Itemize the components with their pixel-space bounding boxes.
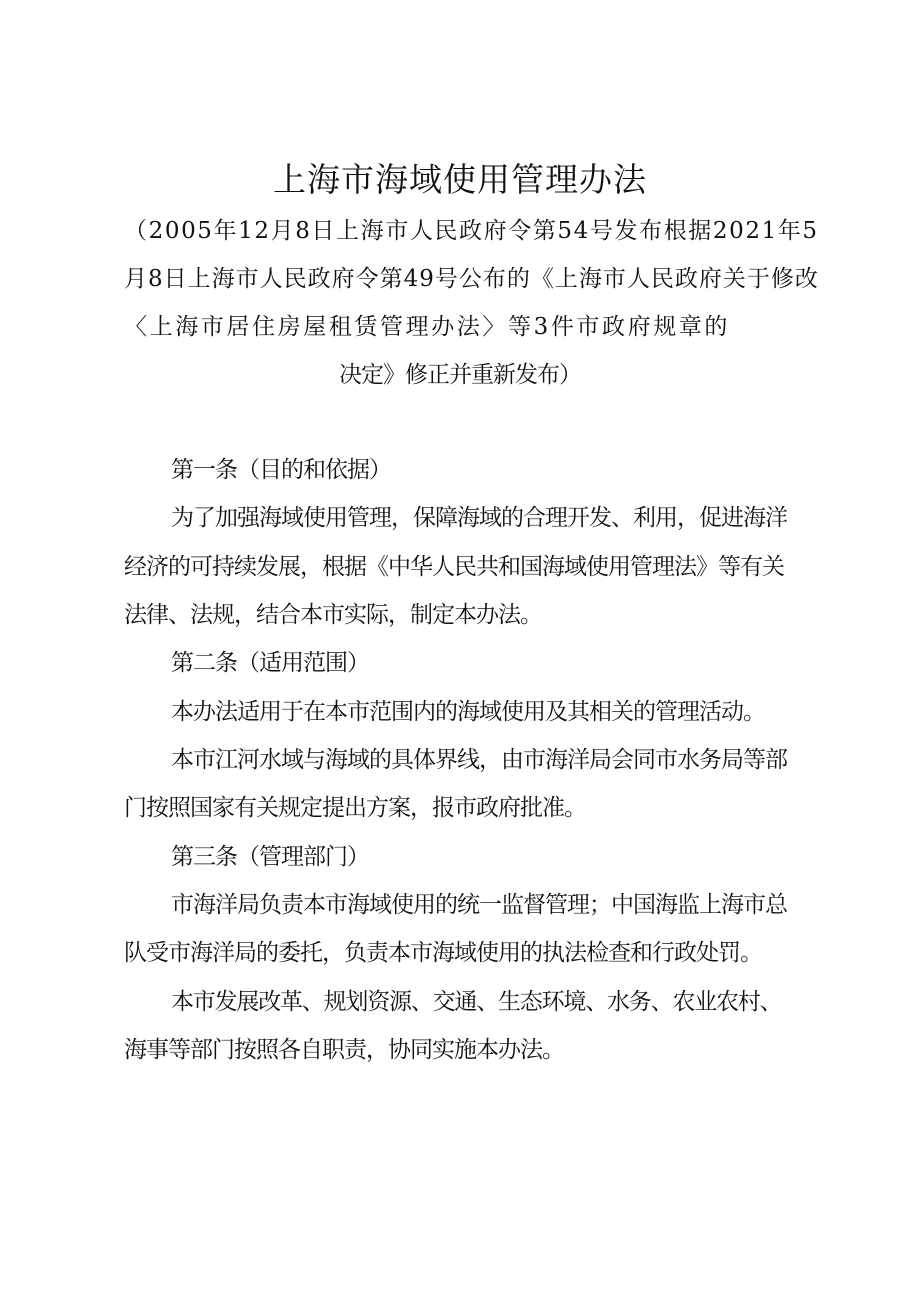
- document-title: 上海市海域使用管理办法: [273, 160, 647, 199]
- article-1-text: 为了加强海域使用管理，保障海域的合理开发、利用，促进海洋: [171, 505, 787, 531]
- article-3-text: 队受市海洋局的委托，负责本市海域使用的执法检查和行政处罚。: [124, 940, 762, 966]
- subtitle-line: 〈上海市居住房屋租赁管理办法〉等3件市政府规章的: [124, 314, 731, 340]
- subtitle-line: （2005年12月8日上海市人民政府令第54号发布根据2021年5: [124, 218, 819, 244]
- subtitle-line: 月8日上海市人民政府令第49号公布的《上海市人民政府关于修改: [124, 266, 819, 292]
- article-2-heading: 第二条（适用范围）: [171, 650, 369, 676]
- article-3-text: 市海洋局负责本市海域使用的统一监督管理；中国海监上海市总: [171, 892, 787, 918]
- article-2-text: 门按照国家有关规定提出方案，报市政府批准。: [124, 795, 586, 821]
- article-3-text: 海事等部门按照各自职责，协同实施本办法。: [124, 1037, 564, 1063]
- article-2-text: 本办法适用于在本市范围内的海域使用及其相关的管理活动。: [171, 699, 765, 725]
- article-3-heading: 第三条（管理部门）: [171, 844, 369, 870]
- article-2-text: 本市江河水域与海域的具体界线，由市海洋局会同市水务局等部: [171, 747, 787, 773]
- article-1-text: 经济的可持续发展，根据《中华人民共和国海域使用管理法》等有关: [124, 554, 784, 580]
- article-1-heading: 第一条（目的和依据）: [171, 457, 391, 483]
- article-1-text: 法律、法规，结合本市实际，制定本办法。: [124, 602, 542, 628]
- article-3-text: 本市发展改革、规划资源、交通、生态环境、水务、农业农村、: [171, 989, 782, 1015]
- subtitle-line: 决定》修正并重新发布）: [339, 362, 581, 388]
